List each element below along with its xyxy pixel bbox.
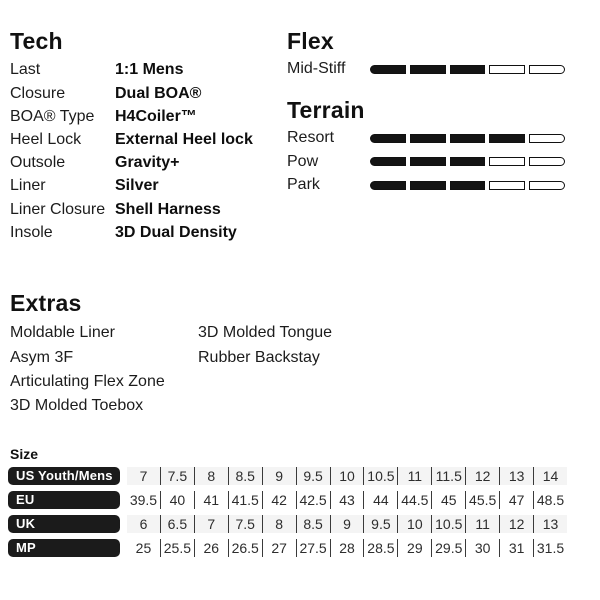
size-cell: 7 (139, 468, 148, 484)
size-cell: 14 (533, 467, 567, 485)
rating-segment-filled (410, 181, 446, 190)
size-row-values (127, 515, 567, 533)
size-cell: 12 (499, 515, 533, 533)
size-cell: 6.5 (160, 515, 194, 533)
extras-column-2 (198, 321, 332, 418)
size-table-row (8, 491, 592, 509)
rating-segment-filled (450, 65, 486, 74)
size-table-row (8, 515, 592, 533)
tech-value: Dual BOA® (115, 84, 202, 102)
size-cell: 47 (499, 491, 533, 509)
tech-label: Liner (10, 177, 46, 195)
size-row-values (127, 491, 567, 509)
terrain-row (287, 150, 587, 174)
extras-section (10, 290, 576, 418)
size-cell: 41 (194, 491, 228, 509)
size-cell: 26.5 (228, 539, 262, 557)
tech-label: Last (10, 61, 41, 79)
size-row-label: UK (8, 515, 120, 533)
size-section (8, 446, 592, 563)
flex-rating-rows (287, 57, 587, 81)
size-cell: 42.5 (296, 491, 330, 509)
size-cell: 25 (135, 540, 152, 556)
size-cell: 11 (397, 467, 431, 485)
extras-item: Rubber Backstay (198, 348, 320, 366)
terrain-rating-rows (287, 126, 587, 197)
tech-value: Shell Harness (115, 200, 221, 218)
extras-heading: Extras (10, 290, 82, 316)
size-cell: 13 (499, 467, 533, 485)
tech-label: Heel Lock (10, 131, 82, 149)
tech-row (10, 82, 286, 105)
rating-segment-empty (529, 157, 565, 166)
terrain-label: Park (287, 176, 320, 194)
tech-label: Outsole (10, 154, 66, 172)
extras-item: Articulating Flex Zone (10, 372, 165, 390)
terrain-section (287, 97, 587, 197)
extras-column-1 (10, 321, 198, 418)
size-cell: 7 (194, 515, 228, 533)
size-cell: 31 (499, 539, 533, 557)
size-cell: 9 (262, 467, 296, 485)
tech-label: BOA® Type (10, 107, 95, 125)
size-cell: 8.5 (296, 515, 330, 533)
tech-label: Closure (10, 84, 66, 102)
size-cell: 48.5 (533, 491, 567, 509)
tech-row (10, 151, 286, 174)
terrain-rating-bar (370, 181, 565, 190)
flex-rating-bar (370, 65, 565, 74)
size-cell: 44.5 (397, 491, 431, 509)
size-cell: 43 (330, 491, 364, 509)
size-cell: 39.5 (129, 492, 158, 508)
tech-value: Silver (115, 177, 159, 195)
size-table-row (8, 467, 592, 485)
rating-segment-filled (370, 65, 406, 74)
tech-label: Liner Closure (10, 200, 106, 218)
rating-segment-empty (489, 157, 525, 166)
size-cell: 12 (465, 467, 499, 485)
tech-row (10, 128, 286, 151)
size-heading: Size (10, 446, 39, 462)
rating-segment-empty (529, 65, 565, 74)
size-cell: 26 (194, 539, 228, 557)
rating-segment-filled (370, 134, 406, 143)
rating-segment-filled (450, 181, 486, 190)
terrain-label: Pow (287, 152, 319, 170)
flex-section (287, 28, 587, 81)
size-cell: 29 (397, 539, 431, 557)
flex-row (287, 57, 587, 81)
size-cell: 9 (330, 515, 364, 533)
extras-item: 3D Molded Tongue (198, 324, 333, 342)
size-row-label: US Youth/Mens (8, 467, 120, 485)
size-cell: 7.5 (228, 515, 262, 533)
extras-item: 3D Molded Toebox (10, 397, 144, 415)
size-cell: 9.5 (296, 467, 330, 485)
size-cell: 28 (330, 539, 364, 557)
size-cell: 28.5 (363, 539, 397, 557)
rating-segment-filled (450, 134, 486, 143)
extras-item: Moldable Liner (10, 324, 115, 342)
size-cell: 25.5 (160, 539, 194, 557)
tech-row (10, 198, 286, 221)
extras-item: Asym 3F (10, 348, 74, 366)
size-row-values (127, 539, 567, 557)
rating-segment-filled (410, 134, 446, 143)
size-cell: 31.5 (533, 539, 567, 557)
rating-segment-filled (450, 157, 486, 166)
flex-heading: Flex (287, 28, 334, 54)
size-cell: 10 (330, 467, 364, 485)
terrain-heading: Terrain (287, 97, 365, 123)
tech-value: External Heel lock (115, 131, 253, 149)
size-cell: 10.5 (363, 467, 397, 485)
size-row-label: EU (8, 491, 120, 509)
size-table-row (8, 539, 592, 557)
tech-value: 3D Dual Density (115, 223, 237, 241)
tech-section (10, 28, 286, 244)
size-cell: 27.5 (296, 539, 330, 557)
terrain-row (287, 173, 587, 197)
size-cell: 6 (139, 516, 148, 532)
size-cell: 29.5 (431, 539, 465, 557)
rating-segment-filled (410, 157, 446, 166)
tech-heading: Tech (10, 28, 63, 54)
flex-label: Mid-Stiff (287, 60, 346, 78)
tech-row (10, 221, 286, 244)
size-cell: 45.5 (465, 491, 499, 509)
size-cell: 8 (262, 515, 296, 533)
extras-columns (10, 321, 576, 418)
size-cell: 44 (363, 491, 397, 509)
size-cell: 7.5 (160, 467, 194, 485)
size-cell: 27 (262, 539, 296, 557)
terrain-rating-bar (370, 157, 565, 166)
rating-segment-filled (410, 65, 446, 74)
rating-segment-filled (370, 157, 406, 166)
terrain-rating-bar (370, 134, 565, 143)
size-cell: 8 (194, 467, 228, 485)
size-row-label: MP (8, 539, 120, 557)
tech-rows (10, 58, 286, 244)
tech-row (10, 174, 286, 197)
size-cell: 9.5 (363, 515, 397, 533)
size-cell: 8.5 (228, 467, 262, 485)
rating-segment-empty (489, 65, 525, 74)
rating-segment-empty (529, 134, 565, 143)
size-cell: 11 (465, 515, 499, 533)
tech-label: Insole (10, 223, 53, 241)
size-cell: 45 (431, 491, 465, 509)
size-row-values (127, 467, 567, 485)
rating-segment-empty (489, 181, 525, 190)
rating-segment-empty (529, 181, 565, 190)
terrain-label: Resort (287, 129, 335, 147)
tech-value: H4Coiler™ (115, 107, 197, 125)
tech-row (10, 105, 286, 128)
tech-row (10, 58, 286, 81)
size-table (8, 467, 592, 557)
size-cell: 41.5 (228, 491, 262, 509)
size-cell: 10 (397, 515, 431, 533)
terrain-row (287, 126, 587, 150)
size-cell: 13 (533, 515, 567, 533)
rating-segment-filled (370, 181, 406, 190)
tech-value: Gravity+ (115, 154, 180, 172)
size-cell: 40 (160, 491, 194, 509)
size-cell: 11.5 (431, 467, 465, 485)
size-cell: 30 (465, 539, 499, 557)
tech-value: 1:1 Mens (115, 61, 184, 79)
size-cell: 42 (262, 491, 296, 509)
rating-segment-filled (489, 134, 525, 143)
size-cell: 10.5 (431, 515, 465, 533)
